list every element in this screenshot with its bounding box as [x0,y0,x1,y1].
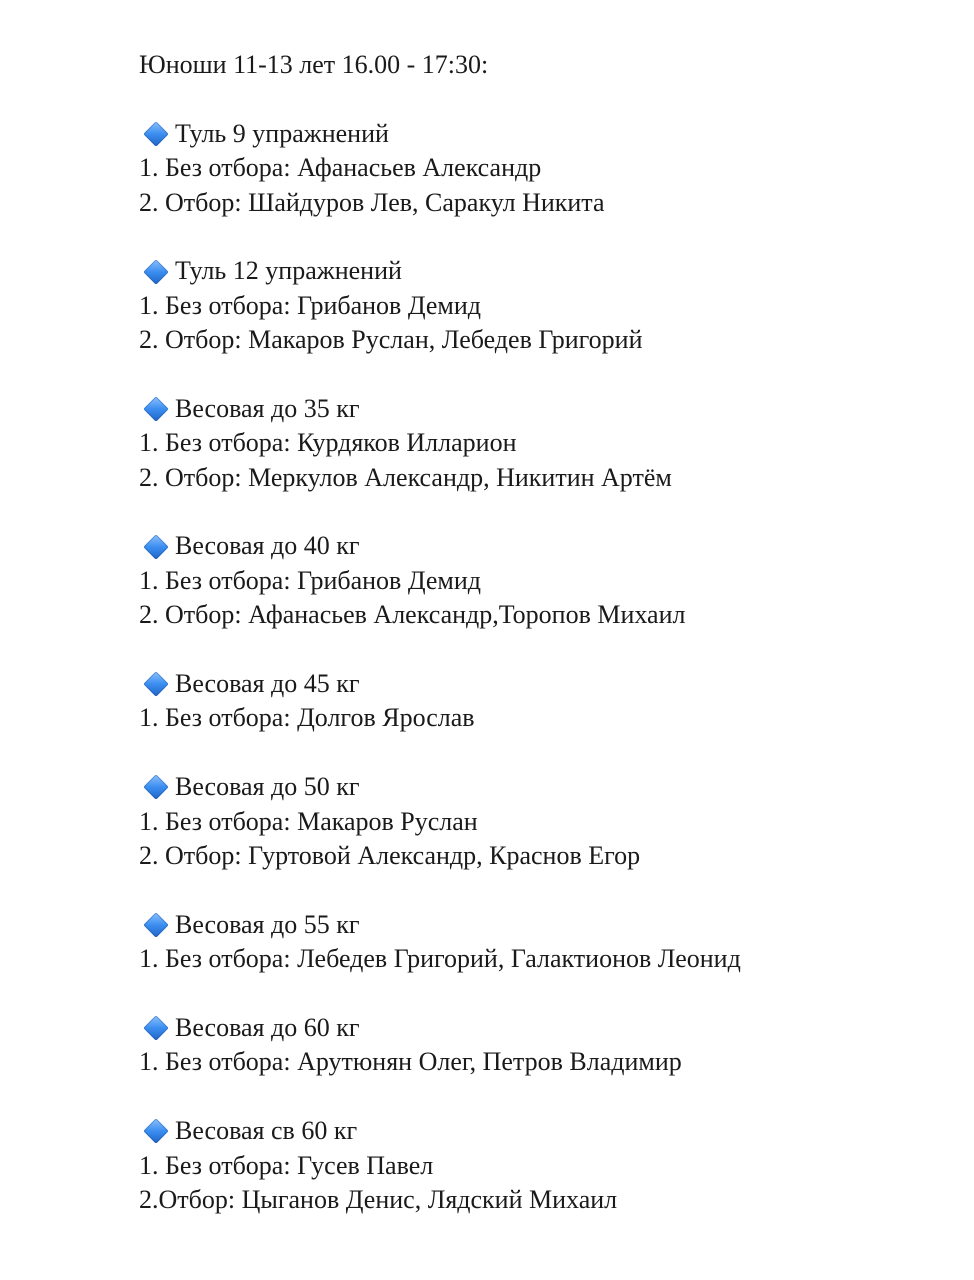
section-title [139,254,959,288]
entry-line: 1. Без отбора: Грибанов Демид [139,290,482,320]
spacer [139,1080,959,1114]
section-title [139,908,959,942]
entry-line: 1. Без отбора: Гусев Павел [139,1150,434,1180]
section-title [139,667,959,701]
spacer [139,977,959,1011]
blue-diamond-icon [143,396,169,422]
blue-diamond-icon [143,912,169,938]
blue-diamond-icon [143,121,169,147]
document-header: Юноши 11-13 лет 16.00 - 17:30: [139,50,489,79]
spacer [139,873,959,907]
section-title-text: Весовая до 60 кг [175,1012,360,1042]
entry-line: 1. Без отбора: Афанасьев Александр [139,153,542,183]
entry-line: 2. Отбор: Макаров Руслан, Лебедев Григорий [139,325,643,355]
section-title [139,117,959,151]
spacer [139,736,959,770]
document-body [139,48,959,1217]
blue-diamond-icon [143,1015,169,1041]
entry-line: 1. Без отбора: Арутюнян Олег, Петров Владимир [139,1047,682,1077]
spacer [139,633,959,667]
section-title-text: Весовая до 35 кг [175,393,360,423]
blue-diamond-icon [143,774,169,800]
section-title [139,392,959,426]
blue-diamond-icon [143,259,169,285]
section-title [139,770,959,804]
section-title-text: Весовая св 60 кг [175,1116,358,1146]
entry-line: 1. Без отбора: Лебедев Григорий, Галактионов Леонид [139,944,741,974]
entry-line: 2. Отбор: Шайдуров Лев, Саракул Никита [139,187,605,217]
spacer [139,82,959,116]
section-title-text: Туль 12 упражнений [175,256,402,286]
section-title-text: Весовая до 50 кг [175,772,360,802]
entry-line: 2. Отбор: Гуртовой Александр, Краснов Егор [139,840,641,870]
spacer [139,358,959,392]
section-title-text: Весовая до 45 кг [175,669,360,699]
entry-line: 2. Отбор: Меркулов Александр, Никитин Артём [139,462,672,492]
section-title [139,1011,959,1045]
section-title [139,1114,959,1148]
blue-diamond-icon [143,534,169,560]
section-title-text: Весовая до 40 кг [175,531,360,561]
entry-line: 2.Отбор: Цыганов Денис, Лядский Михаил [139,1184,618,1214]
blue-diamond-icon [143,671,169,697]
entry-line: 1. Без отбора: Курдяков Илларион [139,428,517,458]
section-title-text: Туль 9 упражнений [175,118,389,148]
section-title [139,529,959,563]
entry-line: 1. Без отбора: Грибанов Демид [139,565,482,595]
spacer [139,220,959,254]
section-title-text: Весовая до 55 кг [175,909,360,939]
entry-line: 1. Без отбора: Макаров Руслан [139,806,478,836]
entry-line: 1. Без отбора: Долгов Ярослав [139,703,475,733]
spacer [139,495,959,529]
entry-line: 2. Отбор: Афанасьев Александр,Торопов Михаил [139,600,686,630]
blue-diamond-icon [143,1118,169,1144]
